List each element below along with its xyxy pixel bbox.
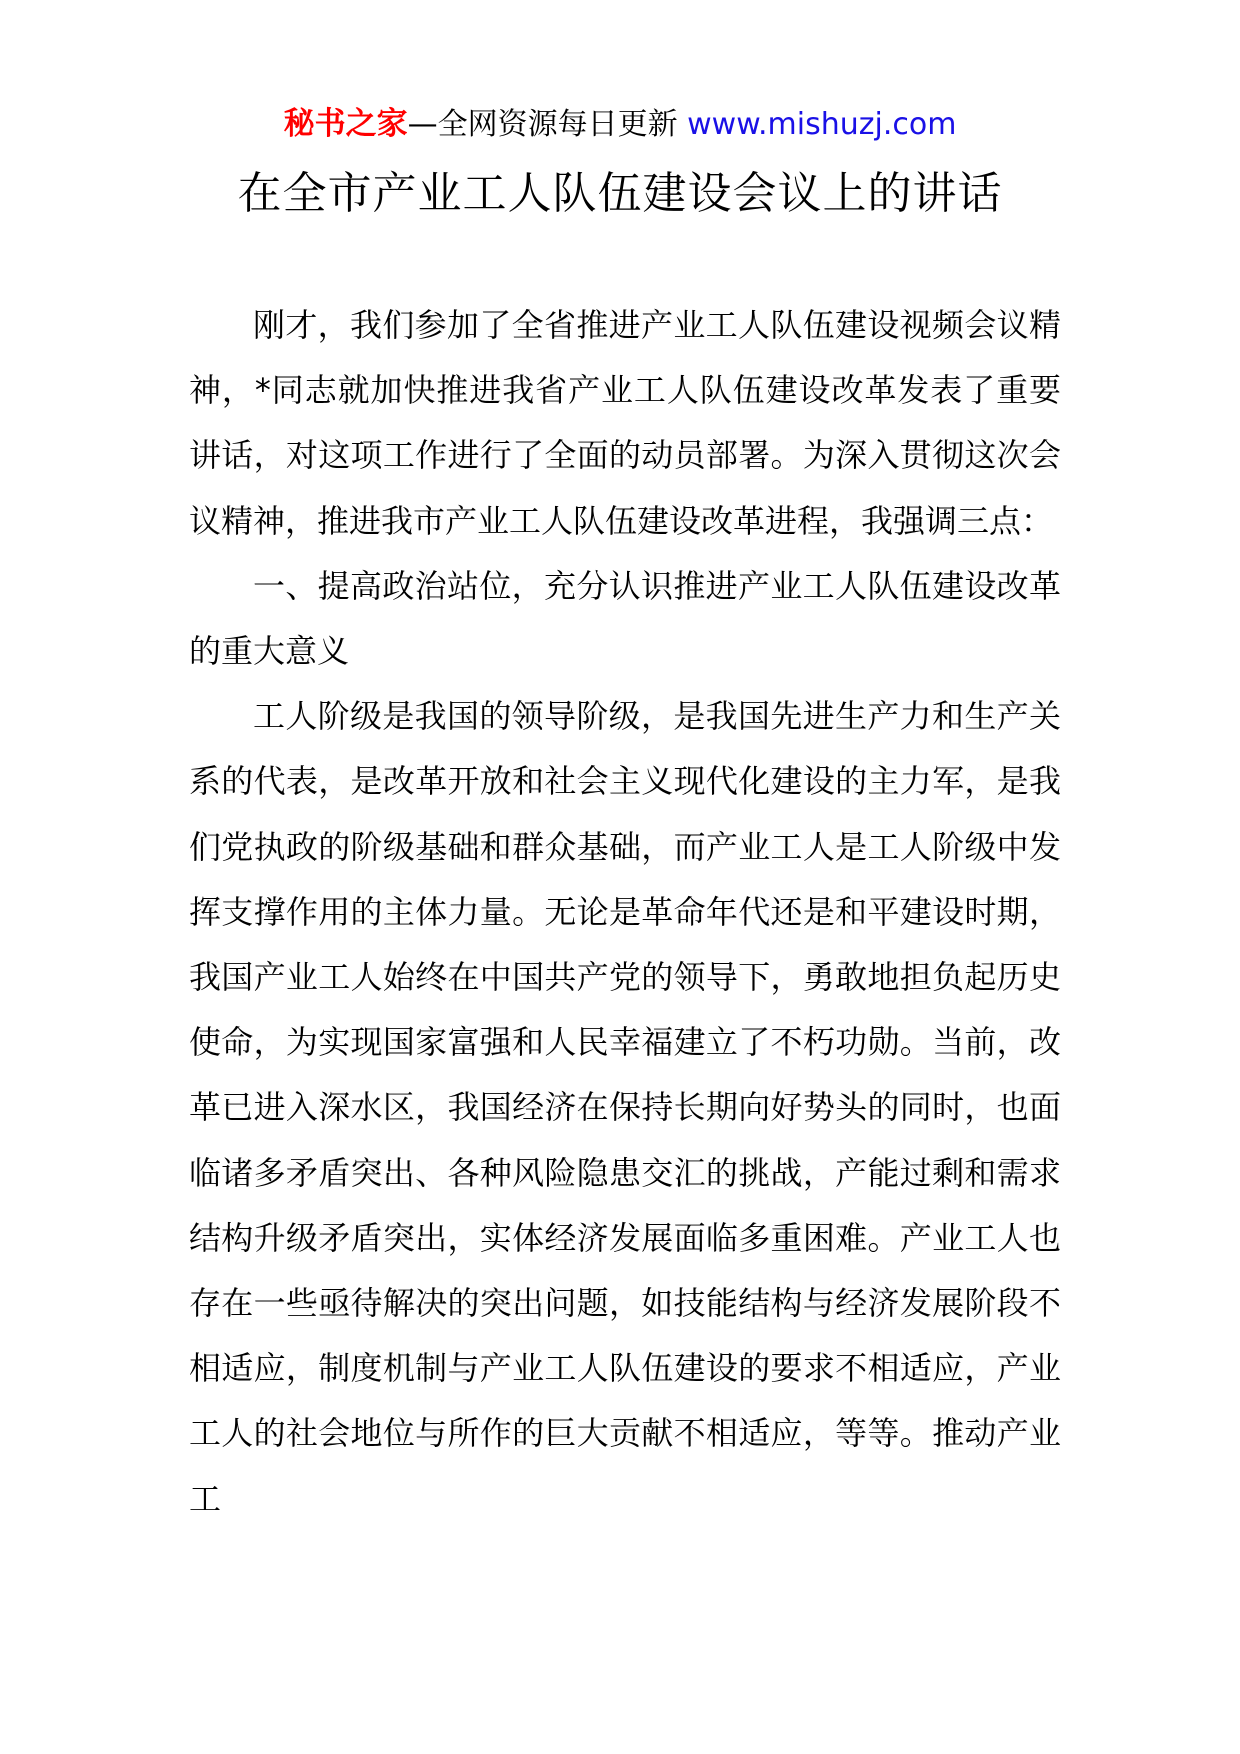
document-title: 在全市产业工人队伍建设会议上的讲话 xyxy=(237,168,1003,219)
watermark-header xyxy=(0,98,1240,151)
document-body xyxy=(189,293,1061,1532)
paragraph-intro: 刚才，我们参加了全省推进产业工人队伍建设视频会议精神，*同志就加快推进我省产业工人队伍建设改革发表了重要讲话，对这项工作进行了全面的动员部署。为深入贯彻这次会议精神，推进我市产业工人队伍建设改革进程，我强调三点： xyxy=(189,306,1061,540)
brand-name: 秘书之家 xyxy=(283,106,408,142)
section-heading-1: 一、提高政治站位，充分认识推进产业工人队伍建设改革的重大意义 xyxy=(189,566,1061,671)
header-tagline: —全网资源每日更新 xyxy=(407,107,688,142)
site-url-link[interactable]: www.mishuzj.com xyxy=(687,107,957,142)
paragraph-section-1: 工人阶级是我国的领导阶级，是我国先进生产力和生产关系的代表，是改革开放和社会主义现代化建设的主力军，是我们党执政的阶级基础和群众基础，而产业工人是工人阶级中发挥支撑作用的主体力量。无论是革命年代还是和平建设时期，我国产业工人始终在中国共产党的领导下，勇敢地担负起历史使命，为实现国家富强和人民幸福建立了不朽功勋。当前，改革已进入深水区，我国经济在保持长期向好势头的同时，也面临诸多矛盾突出、各种风险隐患交汇的挑战，产能过剩和需求结构升级矛盾突出，实体经济发展面临多重困难。产业工人也存在一些亟待解决的突出问题，如技能结构与经济发展阶段不相适应，制度机制与产业工人队伍建设的要求不相适应，产业工人的社会地位与所作的巨大贡献不相适应，等等。推动产业工 xyxy=(189,697,1061,1518)
